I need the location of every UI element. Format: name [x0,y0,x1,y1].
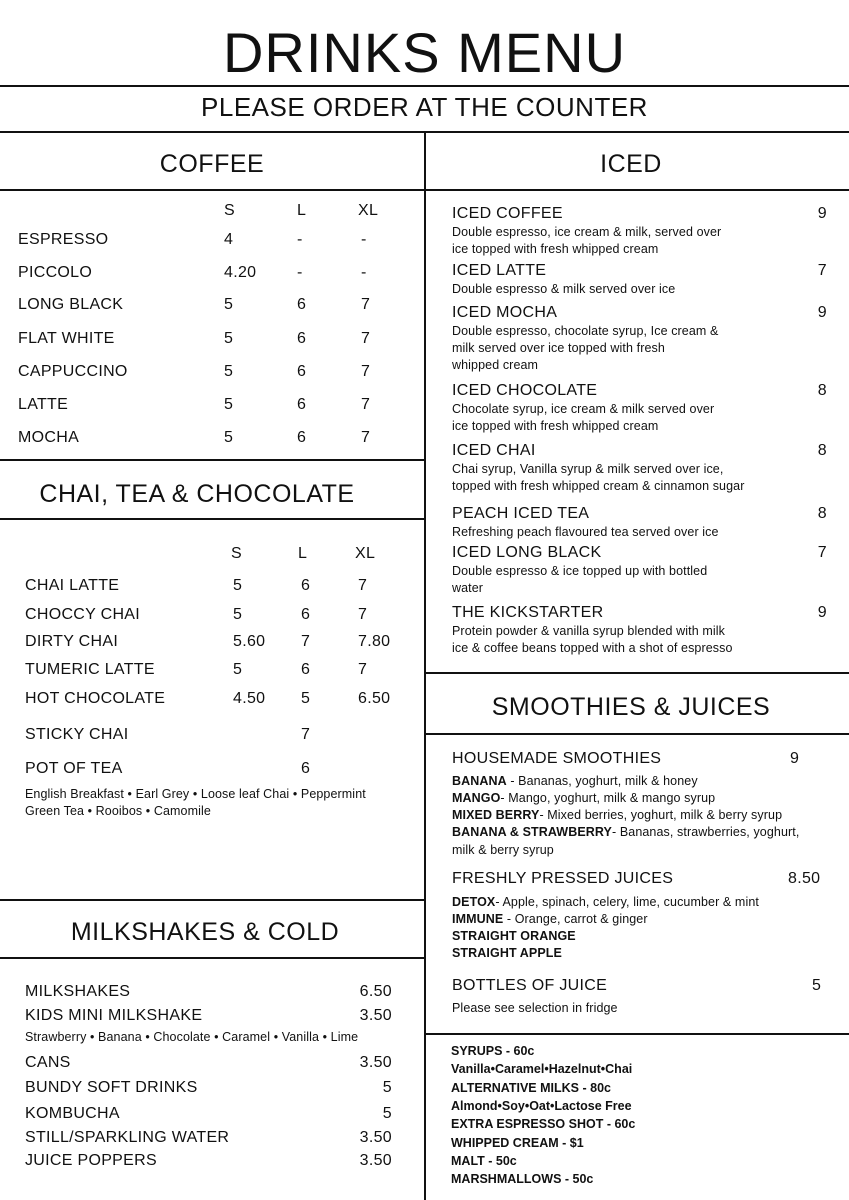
price-xl: 7 [361,363,371,380]
smoothie-name: MIXED BERRY [452,808,540,822]
smoothie-desc-cont: milk & berry syrup [452,843,554,857]
price-xl: 7 [358,606,368,623]
item-name: MOCHA [18,429,80,446]
price-large: 6 [297,396,307,413]
divider [0,518,424,520]
price-large: 6 [297,429,307,446]
extra-item: SYRUPS - 60c [451,1044,535,1058]
price-small: 5 [233,577,243,594]
divider [0,189,424,191]
item-name: PICCOLO [18,264,93,281]
chai-heading: CHAI, TEA & CHOCOLATE [39,480,355,508]
price-xl: 7 [361,330,371,347]
price-small: 5 [224,330,234,347]
juice-item [452,911,648,928]
divider [426,672,849,674]
item-price: 8 [817,442,827,459]
smoothie-ingredients: - Mango, yoghurt, milk & mango syrup [500,791,716,805]
item-name: CAPPUCCINO [18,363,128,380]
smoothie-item [452,790,715,807]
juice-name: DETOX [452,895,496,909]
item-description: milk served over ice topped with fresh [452,341,665,355]
item-price: 3.50 [359,1152,392,1169]
smoothie-name: BANANA & STRAWBERRY [452,825,612,839]
item-name: ICED COFFEE [452,205,563,222]
item-price: 8 [817,505,827,522]
price-xl: 7 [358,661,368,678]
divider [0,459,424,461]
juice-ingredients: - Apple, spinach, celery, lime, cucumber & mint [495,895,759,909]
column-divider [424,131,426,1200]
juices-title: FRESHLY PRESSED JUICES [452,870,674,887]
juices-price: 8.50 [788,870,821,887]
smoothies-heading: SMOOTHIES & JUICES [491,693,771,721]
divider [0,899,424,901]
tea-varieties-line2: Green Tea • Rooibos • Camomile [25,804,211,818]
price-xl: 7 [361,396,371,413]
price-large: 6 [297,363,307,380]
price-large: 6 [301,606,311,623]
size-label-l: L [297,202,307,219]
price-small: 4.20 [224,264,257,281]
juice-name: STRAIGHT ORANGE [452,929,576,943]
item-price: 6.50 [359,983,392,1000]
price-large: 7 [301,633,311,650]
item-price: 5 [382,1105,392,1122]
item-description: Protein powder & vanilla syrup blended with milk [452,624,725,638]
item-name: POT OF TEA [25,760,123,777]
extra-item: WHIPPED CREAM - $1 [451,1135,584,1150]
bottles-price: 5 [812,977,822,994]
divider [426,189,849,191]
coffee-heading: COFFEE [159,150,265,178]
size-label-l: L [298,545,308,562]
item-name: CANS [25,1054,71,1071]
price-xl: - [361,231,367,248]
item-description: topped with fresh whipped cream & cinnamon sugar [452,479,745,493]
price-large: 6 [297,330,307,347]
price-large: 7 [301,726,311,743]
size-label-s: S [231,545,242,562]
item-name: FLAT WHITE [18,330,115,347]
item-name: KOMBUCHA [25,1105,120,1122]
bottles-desc: Please see selection in fridge [452,1001,618,1015]
item-name: ICED CHOCOLATE [452,382,598,399]
divider [426,1033,849,1035]
price-xl: 7 [358,577,368,594]
item-price: 7 [817,262,827,279]
price-xl: 7 [361,296,371,313]
juice-item [452,945,562,962]
item-description: ice topped with fresh whipped cream [452,242,659,256]
item-name: LONG BLACK [18,296,124,313]
divider [0,957,424,959]
item-name: KIDS MINI MILKSHAKE [25,1007,203,1024]
price-large: - [297,264,303,281]
size-label-s: S [224,202,235,219]
item-name: PEACH ICED TEA [452,505,590,522]
price-large: 6 [301,577,311,594]
item-price: 9 [817,604,827,621]
item-name: STILL/SPARKLING WATER [25,1129,230,1146]
housemade-smoothies-title: HOUSEMADE SMOOTHIES [452,750,662,767]
smoothie-name: BANANA [452,774,507,788]
item-description: water [452,581,484,595]
item-name: THE KICKSTARTER [452,604,604,621]
item-price: 8 [817,382,827,399]
item-description: Refreshing peach flavoured tea served over ice [452,525,719,539]
extra-item: Vanilla•Caramel•Hazelnut•Chai [451,1062,633,1077]
item-name: TUMERIC LATTE [25,661,155,678]
milkshakes-heading: MILKSHAKES & COLD [70,918,340,946]
item-price: 3.50 [359,1007,392,1024]
smoothie-ingredients: - Mixed berries, yoghurt, milk & berry syrup [539,808,783,822]
item-name: JUICE POPPERS [25,1152,157,1169]
price-large: 6 [301,661,311,678]
divider [0,85,849,87]
smoothie-item [452,773,698,790]
item-price: 9 [817,205,827,222]
juice-ingredients: - Orange, carrot & ginger [503,912,648,926]
smoothie-ingredients: - Bananas, yoghurt, milk & honey [506,774,698,788]
item-price: 9 [817,304,827,321]
price-small: 5 [224,363,234,380]
item-price: 3.50 [359,1129,392,1146]
extra-item: EXTRA ESPRESSO SHOT - 60c [451,1117,636,1132]
juice-item [452,894,759,911]
milkshake-flavours: Strawberry • Banana • Chocolate • Caramel • Vanilla • Lime [25,1030,359,1044]
price-xl: 7 [361,429,371,446]
item-description: Double espresso, chocolate syrup, Ice cream & [452,324,719,338]
item-description: Double espresso & ice topped up with bottled [452,564,708,578]
item-name: MILKSHAKES [25,983,131,1000]
juice-name: STRAIGHT APPLE [452,946,562,960]
item-price: 3.50 [359,1054,392,1071]
price-small: 5 [224,429,234,446]
price-small: 5 [224,296,234,313]
page-title: DRINKS MENU [222,21,627,84]
housemade-smoothies-price: 9 [790,750,800,767]
size-label-xl: XL [358,202,379,219]
price-xl: 7.80 [358,633,391,650]
price-small: 4.50 [233,690,266,707]
item-description: Chocolate syrup, ice cream & milk served over [452,402,715,416]
item-name: ESPRESSO [18,231,109,248]
extra-item: ALTERNATIVE MILKS - 80c [451,1080,611,1095]
item-description: Double espresso, ice cream & milk, served over [452,225,722,239]
item-description: Double espresso & milk served over ice [452,282,676,296]
item-description: ice topped with fresh whipped cream [452,419,659,433]
smoothie-item [452,807,782,824]
juice-name: IMMUNE [452,912,504,926]
item-description: whipped cream [452,358,539,372]
extra-item: MALT - 50c [451,1153,517,1168]
item-name: ICED LONG BLACK [452,544,602,561]
size-label-xl: XL [355,545,376,562]
item-name: CHOCCY CHAI [25,606,141,623]
price-large: 5 [301,690,311,707]
item-price: 7 [817,544,827,561]
divider [426,733,849,735]
price-small: 5 [224,396,234,413]
price-large: - [297,231,303,248]
item-name: CHAI LATTE [25,577,120,594]
smoothie-item [452,824,799,841]
tea-varieties-line1: English Breakfast • Earl Grey • Loose leaf Chai • Peppermint [25,787,366,801]
extra-item: Almond•Soy•Oat•Lactose Free [451,1098,632,1113]
price-small: 4 [224,231,234,248]
price-large: 6 [297,296,307,313]
item-description: Chai syrup, Vanilla syrup & milk served over ice, [452,462,724,476]
smoothie-name: MANGO [452,791,501,805]
price-small: 5 [233,606,243,623]
item-name: BUNDY SOFT DRINKS [25,1079,198,1096]
price-small: 5.60 [233,633,266,650]
bottles-title: BOTTLES OF JUICE [452,977,608,994]
item-name: DIRTY CHAI [25,633,119,650]
item-name: ICED LATTE [452,262,547,279]
item-description: ice & coffee beans topped with a shot of espresso [452,641,733,655]
item-name: STICKY CHAI [25,726,129,743]
extra-item: MARSHMALLOWS - 50c [451,1172,594,1187]
item-name: ICED CHAI [452,442,536,459]
price-large: 6 [301,760,311,777]
item-price: 5 [382,1079,392,1096]
iced-heading: ICED [600,150,662,178]
price-xl: 6.50 [358,690,391,707]
item-name: HOT CHOCOLATE [25,690,166,707]
item-name: ICED MOCHA [452,304,558,321]
page-subtitle: PLEASE ORDER AT THE COUNTER [201,92,648,122]
smoothie-ingredients: - Bananas, strawberries, yoghurt, [612,825,800,839]
juice-item [452,928,576,945]
item-name: LATTE [18,396,69,413]
price-xl: - [361,264,367,281]
price-small: 5 [233,661,243,678]
